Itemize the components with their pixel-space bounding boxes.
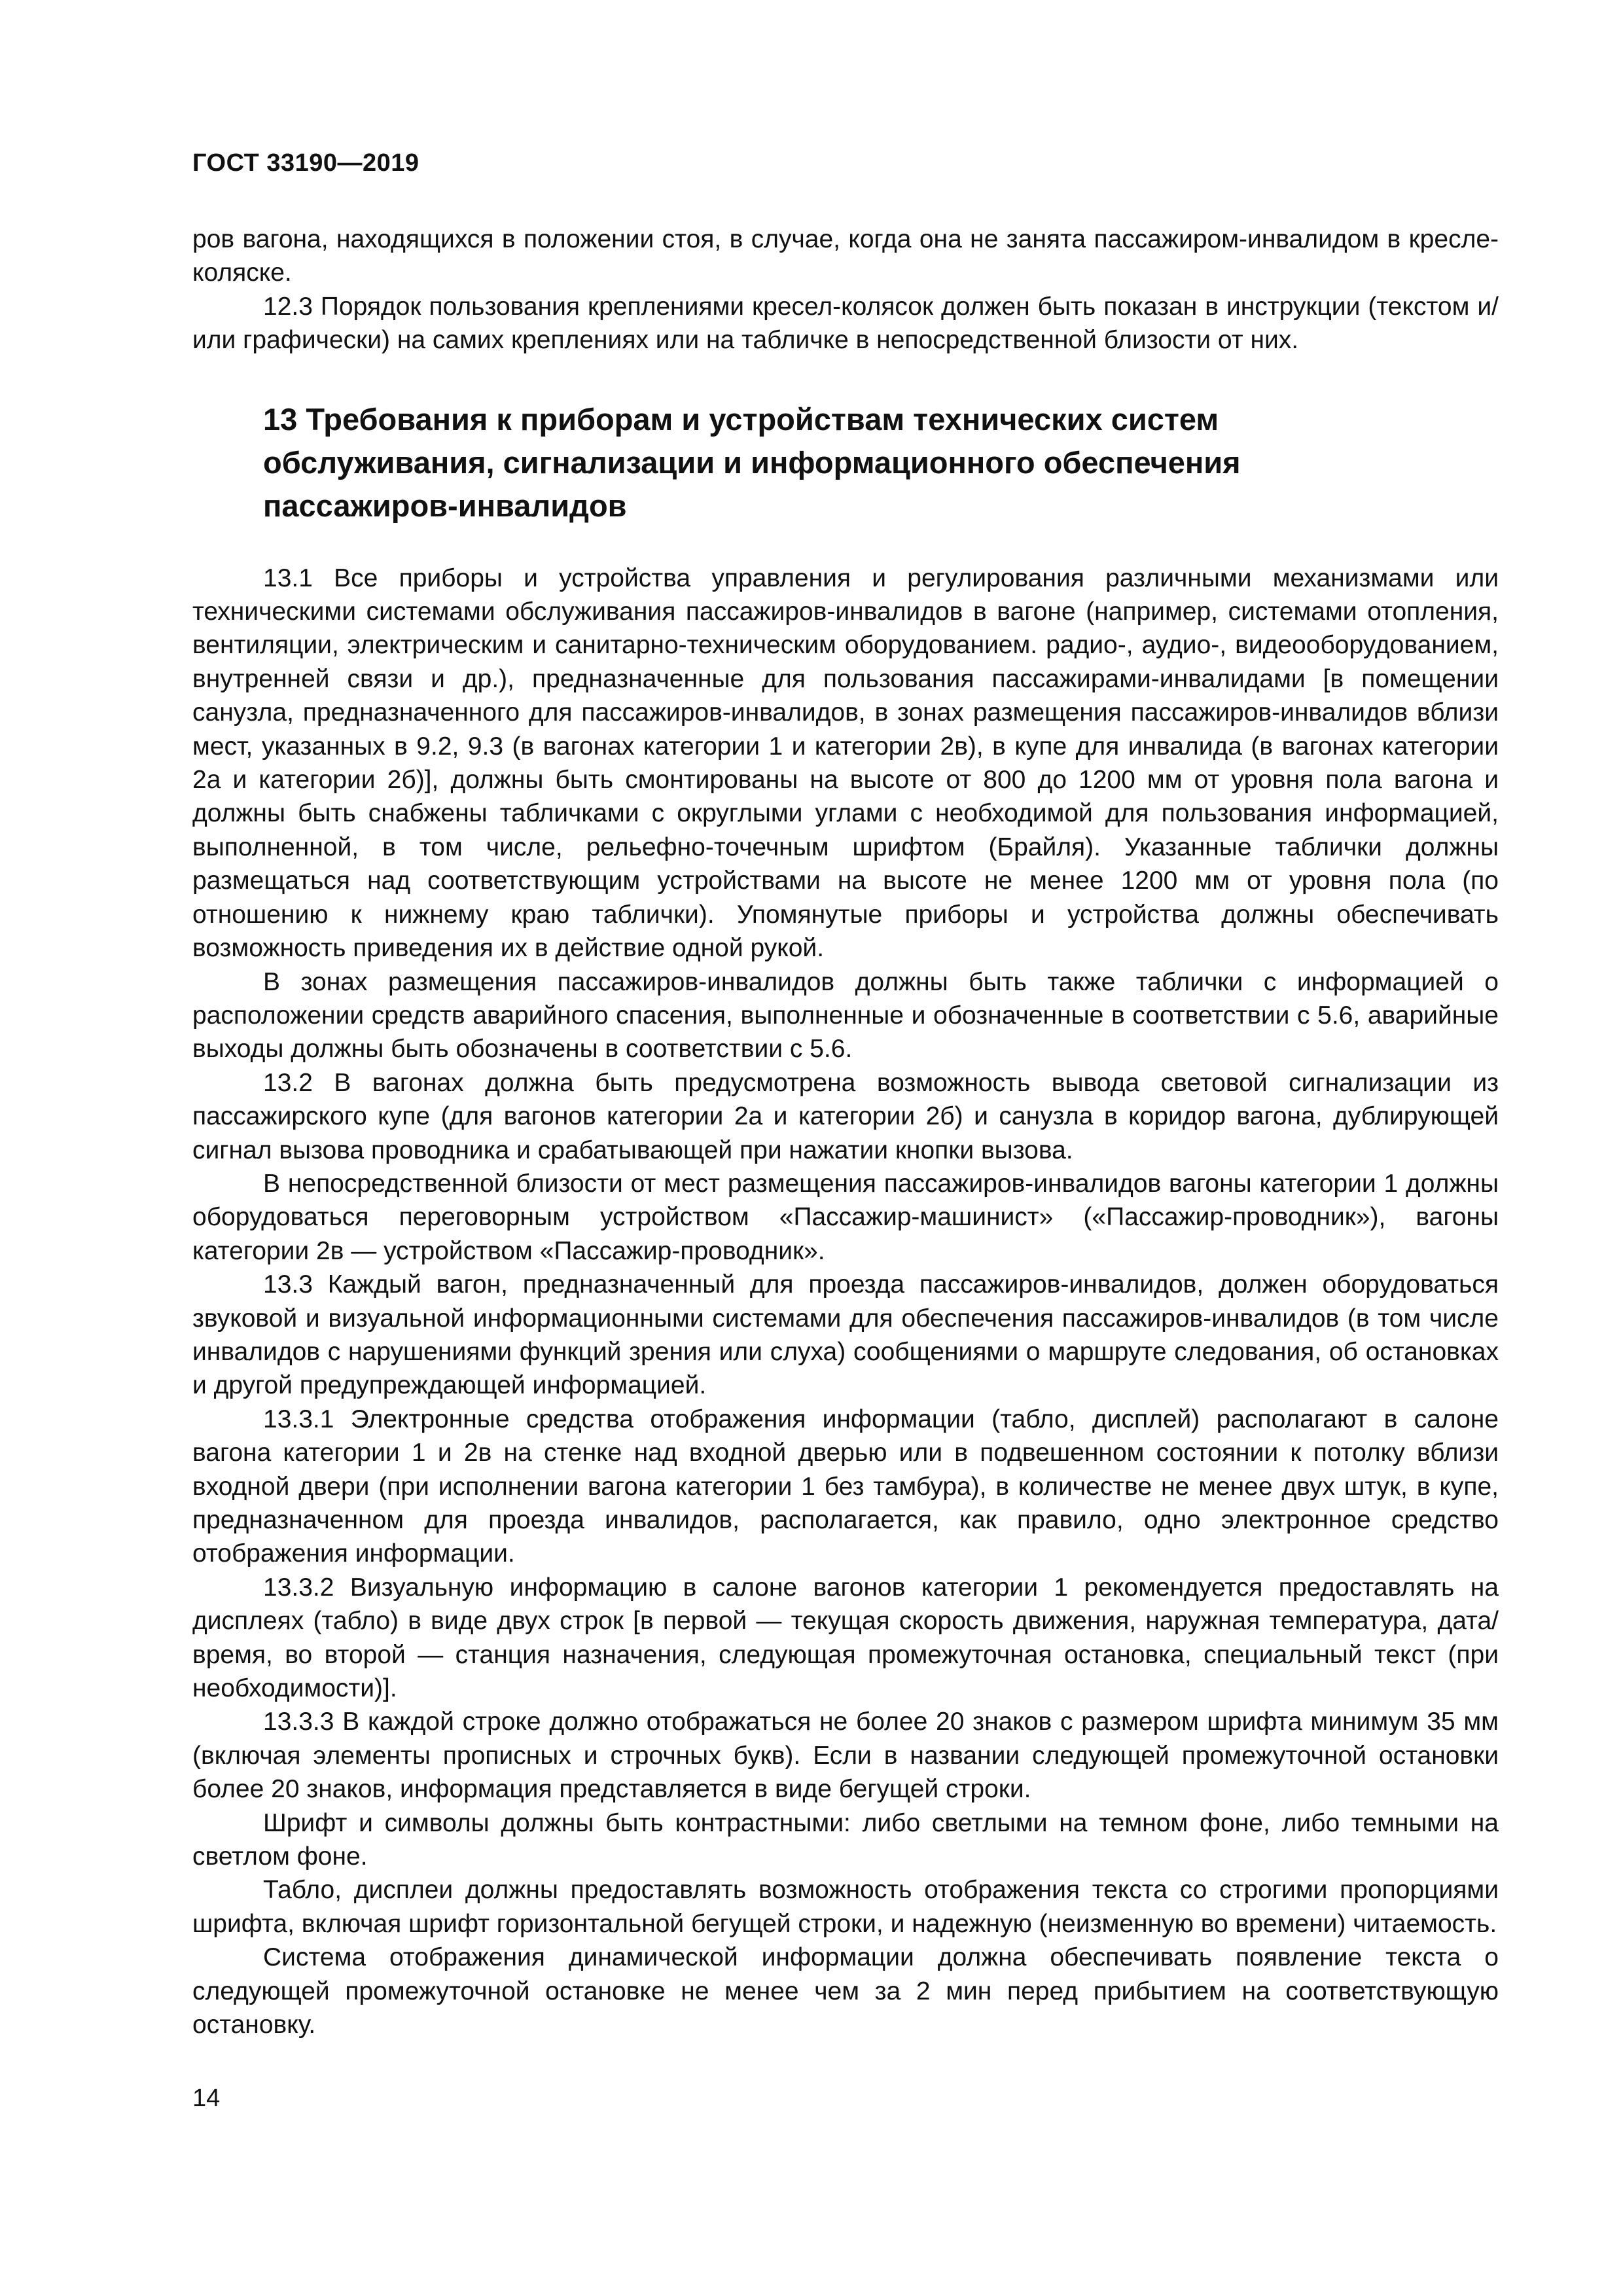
clause-13-3: 13.3 Каждый вагон, предназначенный для проезда пассажиров-инвалидов, должен оборудоваться звуковой и визуальной информационными системами для обеспечения пассажиров-инвалидов (в том числе инвалидов с нарушениями функций зрения или слуха) сообщениями о маршруте следования, об остановках и другой предупреждающей информацией. [192, 1270, 1499, 1400]
clause-13-3-1: 13.3.1 Электронные средства отображения информации (табло, дисплей) располагают в салоне вагона категории 1 и 2в на стенке над входной дверью или в подвешенном состоянии к потолку вблизи входной двери (при исполнении вагона категории 1 без тамбура), в количестве не менее двух штук, в купе, предназначенном для проезда инвалидов, располагается, как правило, одно электронное средство отображения информации. [192, 1405, 1499, 1568]
clause-13-3-3-paragraph-2: Шрифт и символы должны быть контрастными: либо светлыми на темном фоне, либо темными на светлом фоне. [192, 1808, 1499, 1871]
document-body [192, 223, 1499, 2042]
clause-13-1: 13.1 Все приборы и устройства управления и регулирования различными механизмами или техническими системами обслуживания пассажиров-инвалидов в вагоне (например, системами отопления, вентиляции, электрическим и санитарно-техническим оборудованием. радио-, аудио-, видеооборудованием, внутренней связи и др.), предназначенные для пользования пассажирами-инвалидами [в помещении санузла, предназначенного для пассажиров-инвалидов, в зонах размещения пассажиров-инвалидов вблизи мест, указанных в 9.2, 9.3 (в вагонах категории 1 и категории 2в), в купе для инвалида (в вагонах категории 2а и категории 2б)], должны быть смонтированы на высоте от 800 до 1200 мм от уровня пола вагона и должны быть снабжены табличками с округлыми углами с необходимой для пользования информацией, выполненной, в том числе, рельефно-точечным шрифтом (Брайля). Указанные таблички должны размещаться над соответствующим устройствами на высоте не менее 1200 мм от уровня пола (по отношению к нижнему краю таблички). Упомянутые приборы и устройства должны обеспечивать возможность приведения их в действие одной рукой. [192, 564, 1499, 963]
clause-12-3: 12.3 Порядок пользования креплениями кресел-колясок должен быть показан в инструкции (текстом и/или графически) на самих креплениях или на табличке в непосредственной близости от них. [192, 292, 1499, 355]
clause-13-3-2: 13.3.2 Визуальную информацию в салоне вагонов категории 1 рекомендуется предоставлять на дисплеях (табло) в виде двух строк [в первой — текущая скорость движения, наружная температура, дата/время, во второй — станция назначения, следующая промежуточная остановка, специальный текст (при необходимости)]. [192, 1573, 1499, 1703]
clause-13-1-paragraph-2: В зонах размещения пассажиров-инвалидов должны быть также таблички с информацией о расположении средств аварийного спасения, выполненные и обозначенные в соответствии с 5.6, аварийные выходы должны быть обозначены в соответствии с 5.6. [192, 967, 1499, 1064]
clause-13-2: 13.2 В вагонах должна быть предусмотрена возможность вывода световой сигнализации из пассажирского купе (для вагонов категории 2а и категории 2б) и санузла в коридор вагона, дублирующей сигнал вызова проводника и срабатывающей при нажатии кнопки вызова. [192, 1068, 1499, 1164]
continuation-paragraph: ров вагона, находящихся в положении стоя, в случае, когда она не занята пассажиром-инвалидом в кресле-коляске. [192, 225, 1499, 287]
clause-13-3-3: 13.3.3 В каждой строке должно отображаться не более 20 знаков с размером шрифта минимум 35 мм (включая элементы прописных и строчных букв). Если в названии следующей промежуточной остановки более 20 знаков, информация представляется в виде бегущей строки. [192, 1708, 1499, 1804]
clause-13-3-3-paragraph-3: Табло, дисплеи должны предоставлять возможность отображения текста со строгими пропорциями шрифта, включая шрифт горизонтальной бегущей строки, и надежную (неизменную во времени) читаемость. [192, 1876, 1499, 1938]
document-code-header: ГОСТ 33190—2019 [192, 149, 419, 177]
section-13-heading: 13 Требования к приборам и устройствам технических систем обслуживания, сигнализации и информационного обеспечения пассажиров-инвалидов [263, 401, 1241, 523]
page-number: 14 [192, 2085, 221, 2112]
clause-13-3-3-paragraph-4: Система отображения динамической информации должна обеспечивать появление текста о следующей промежуточной остановке не менее чем за 2 мин перед прибытием на соответствующую остановку. [192, 1943, 1499, 2039]
clause-13-2-paragraph-2: В непосредственной близости от мест размещения пассажиров-инвалидов вагоны категории 1 должны оборудоваться переговорным устройством «Пассажир-машинист» («Пассажир-проводник»), вагоны категории 2в — устройством «Пассажир-проводник». [192, 1169, 1499, 1265]
